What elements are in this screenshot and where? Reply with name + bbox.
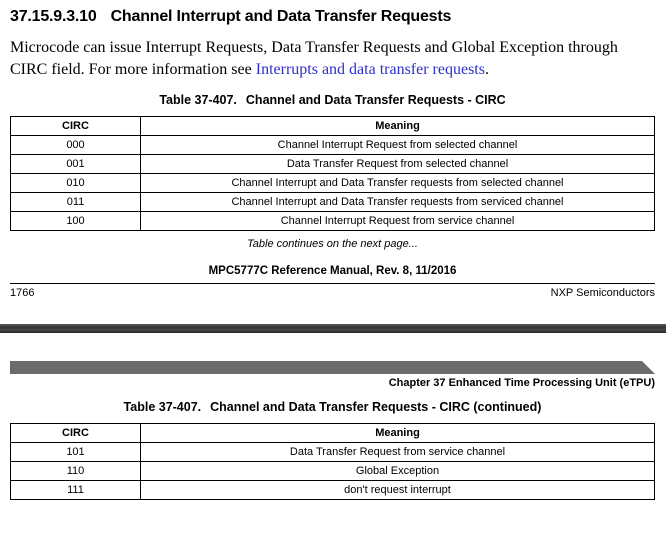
table-header-row	[11, 117, 655, 136]
circ-cell: 110	[11, 462, 141, 481]
table-caption-title: Channel and Data Transfer Requests - CIRC	[245, 93, 506, 107]
interrupts-and-data-transfer-requests-link[interactable]: Interrupts and data transfer requests	[255, 61, 485, 78]
circ-table-page1	[10, 116, 655, 231]
circ-cell: 101	[11, 443, 141, 462]
table-header-circ: CIRC	[11, 424, 141, 443]
table-row	[11, 174, 655, 193]
chapter-header-text: Chapter 37 Enhanced Time Processing Unit (eTPU)	[388, 377, 655, 389]
section-number: 37.15.9.3.10	[10, 8, 97, 25]
table-header-meaning: Meaning	[141, 117, 655, 136]
page-separator-bar	[0, 324, 666, 333]
circ-cell: 001	[11, 155, 141, 174]
table-header-meaning: Meaning	[141, 424, 655, 443]
meaning-cell: Channel Interrupt and Data Transfer requests from serviced channel	[141, 193, 655, 212]
pdf-page-2	[0, 361, 666, 500]
circ-cell: 111	[11, 481, 141, 500]
table-row	[11, 155, 655, 174]
table-row	[11, 193, 655, 212]
circ-cell: 100	[11, 212, 141, 231]
page-footer	[0, 287, 666, 299]
section-heading	[10, 8, 655, 26]
meaning-cell: Channel Interrupt Request from service channel	[141, 212, 655, 231]
table-row	[11, 443, 655, 462]
circ-cell: 000	[11, 136, 141, 155]
table-header-row	[11, 424, 655, 443]
footer-divider-rule	[10, 283, 655, 284]
body-paragraph	[10, 37, 658, 81]
table-caption-page1	[10, 93, 655, 107]
chapter-header-bar	[10, 361, 655, 374]
meaning-cell: Global Exception	[141, 462, 655, 481]
table-caption-label: Table 37-407.	[159, 93, 237, 107]
table-row	[11, 481, 655, 500]
paragraph-period: .	[484, 61, 489, 78]
meaning-cell: Data Transfer Request from selected channel	[141, 155, 655, 174]
circ-table-page2	[10, 423, 655, 500]
meaning-cell: Data Transfer Request from service channel	[141, 443, 655, 462]
table-row	[11, 136, 655, 155]
table-caption-page2	[10, 400, 655, 414]
table-caption-label: Table 37-407.	[123, 400, 202, 414]
publisher-name: NXP Semiconductors	[550, 287, 655, 299]
meaning-cell: Channel Interrupt and Data Transfer requests from selected channel	[141, 174, 655, 193]
circ-cell: 011	[11, 193, 141, 212]
table-row	[11, 212, 655, 231]
meaning-cell: don't request interrupt	[141, 481, 655, 500]
circ-cell: 010	[11, 174, 141, 193]
pdf-page-1	[0, 8, 666, 277]
table-header-circ: CIRC	[11, 117, 141, 136]
table-row	[11, 462, 655, 481]
meaning-cell: Channel Interrupt Request from selected channel	[141, 136, 655, 155]
page-number: 1766	[10, 287, 35, 299]
section-title: Channel Interrupt and Data Transfer Requests	[110, 8, 452, 25]
table-caption-title: Channel and Data Transfer Requests - CIRC (continued)	[210, 400, 542, 414]
paragraph-text: Microcode can issue Interrupt Requests, Data Transfer Requests and Global Exception through CIRC field. For more information see	[10, 39, 618, 78]
manual-title-footer: MPC5777C Reference Manual, Rev. 8, 11/2016	[208, 265, 457, 277]
table-continuation-note: Table continues on the next page...	[247, 238, 418, 250]
